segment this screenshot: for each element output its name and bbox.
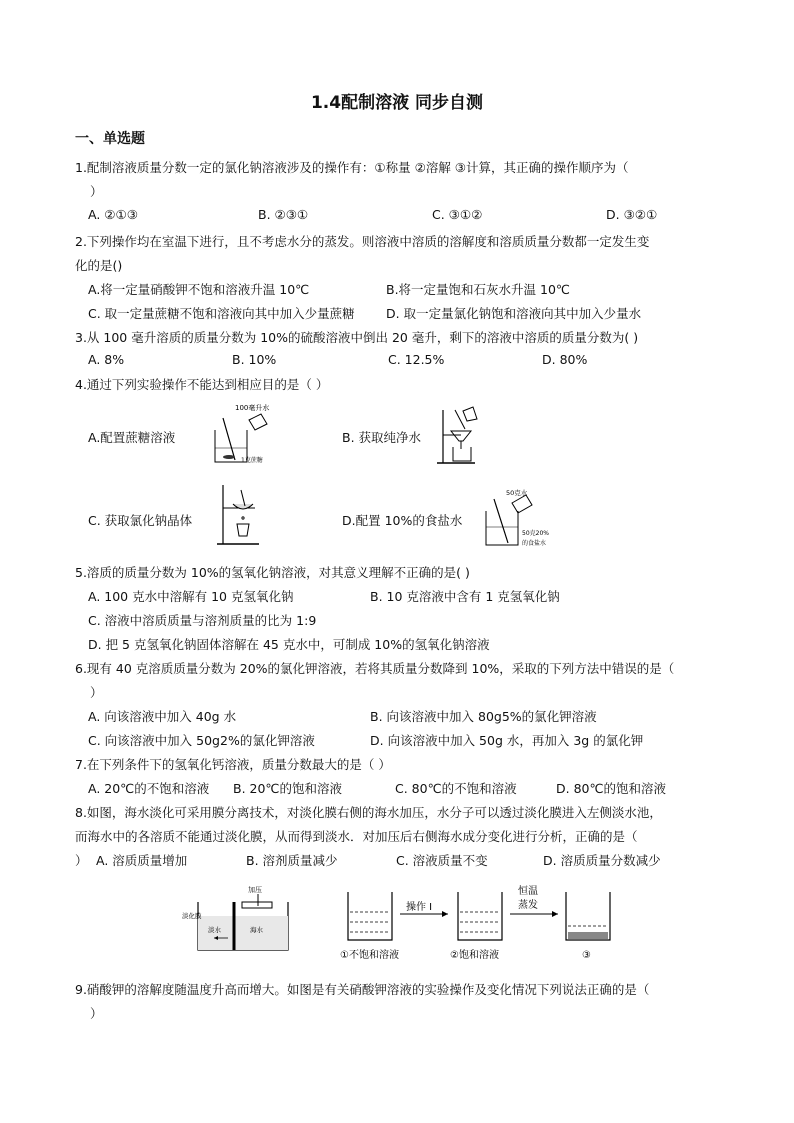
figure-label-saturated: ②饱和溶液: [450, 950, 499, 961]
question-6-option-d: D. 向该溶液中加入 50g 水，再加入 3g 的氯化钾: [370, 733, 644, 748]
figure-label-membrane: 淡化膜: [182, 912, 202, 920]
question-2-option-a: A.将一定量硝酸钾不饱和溶液升温 10℃: [88, 282, 310, 297]
question-2-option-d: D. 取一定量氯化钠饱和溶液向其中加入少量水: [386, 306, 642, 321]
question-7-option-b: B. 20℃的饱和溶液: [233, 781, 342, 796]
figure-label-unsaturated: ①不饱和溶液: [340, 950, 399, 961]
question-9-stem: 9.硝酸钾的溶解度随温度升高而增大。如图是有关硝酸钾溶液的实验操作及变化情况下列说法正确的是（: [75, 982, 650, 997]
question-4-option-a: A.配置蔗糖溶液: [88, 430, 176, 445]
question-7-option-c: C. 80℃的不饱和溶液: [395, 781, 517, 796]
figure-evaporation: [215, 480, 275, 550]
question-1-stem: 1.配制溶液质量分数一定的氯化钠溶液涉及的操作有：①称量 ②溶解 ③计算，其正确的操作顺序为（: [75, 160, 629, 175]
figure-label-sea-water: 海水: [250, 926, 263, 934]
question-4-option-d: D.配置 10%的食盐水: [342, 513, 463, 528]
question-8-option-b: B. 溶剂质量减少: [246, 853, 338, 868]
question-6-option-c: C. 向该溶液中加入 50g2%的氯化钾溶液: [88, 733, 315, 748]
question-8-stem-line3: ）: [75, 853, 88, 868]
question-2-option-b: B.将一定量饱和石灰水升温 10℃: [386, 282, 570, 297]
figure-desalination-tank: [180, 880, 290, 960]
question-8-stem: 8.如图，海水淡化可采用膜分离技术，对淡化膜右侧的海水加压，水分子可以透过淡化膜进入左侧淡水池，: [75, 805, 662, 820]
question-3-option-a: A. 8%: [88, 352, 125, 367]
section-heading: 一、单选题: [75, 131, 145, 147]
question-1-stem-end: ）: [90, 184, 103, 199]
question-1-option-b: B. ②③①: [258, 207, 309, 222]
question-2-stem: 2.下列操作均在室温下进行，且不考虑水分的蒸发。则溶液中溶质的溶解度和溶质质量分数都一定发生变: [75, 234, 650, 249]
figure-label-beaker-3: ③: [582, 950, 591, 961]
question-8-option-d: D. 溶质质量分数减少: [543, 853, 661, 868]
figure-label-constant-temp: 恒温: [518, 886, 538, 897]
question-5-option-a: A. 100 克水中溶解有 10 克氢氧化钠: [88, 589, 294, 604]
question-1-option-d: D. ③②①: [606, 207, 658, 222]
figure-label-50g-20pct: 50克20%: [522, 530, 549, 537]
question-2-option-c: C. 取一定量蔗糖不饱和溶液向其中加入少量蔗糖: [88, 306, 355, 321]
question-4-option-b: B. 获取纯净水: [342, 430, 422, 445]
question-8-option-c: C. 溶液质量不变: [396, 853, 488, 868]
question-8-option-a: A. 溶质质量增加: [96, 853, 188, 868]
figure-label-1g-sugar: 1克蔗糖: [241, 457, 263, 464]
question-4-stem: 4.通过下列实验操作不能达到相应目的是（ ）: [75, 377, 329, 392]
figure-sugar-solution: [205, 400, 275, 468]
question-9-stem-end: ）: [90, 1006, 103, 1021]
question-5-option-c: C. 溶液中溶质质量与溶剂质量的比为 1:9: [88, 613, 317, 628]
question-5-option-d: D. 把 5 克氢氧化钠固体溶解在 45 克水中，可制成 10%的氢氧化钠溶液: [88, 637, 490, 652]
question-7-option-d: D. 80℃的饱和溶液: [556, 781, 667, 796]
question-7-stem: 7.在下列条件下的氢氧化钙溶液，质量分数最大的是（ ）: [75, 757, 391, 772]
question-5-option-b: B. 10 克溶液中含有 1 克氢氧化钠: [370, 589, 560, 604]
question-6-option-b: B. 向该溶液中加入 80g5%的氯化钾溶液: [370, 709, 597, 724]
figure-label-salt-water: 的食盐水: [522, 540, 547, 547]
figure-label-pressure: 加压: [248, 886, 262, 894]
figure-filtration: [435, 405, 490, 467]
question-6-option-a: A. 向该溶液中加入 40g 水: [88, 709, 237, 724]
question-3-option-b: B. 10%: [232, 352, 277, 367]
figure-label-50g-water: 50克水: [506, 489, 528, 497]
page-title: 1.4配制溶液 同步自测: [310, 93, 484, 113]
question-3-option-c: C. 12.5%: [388, 352, 445, 367]
question-4-option-c: C. 获取氯化钠晶体: [88, 513, 193, 528]
question-1-option-c: C. ③①②: [432, 207, 483, 222]
question-7-option-a: A. 20℃的不饱和溶液: [88, 781, 210, 796]
figure-label-100ml-water: 100毫升水: [235, 404, 270, 412]
question-2-stem-line2: 化的是(): [75, 258, 123, 273]
question-3-stem: 3.从 100 毫升溶质的质量分数为 10%的硫酸溶液中倒出 20 毫升，剩下的溶液中溶质的质量分数为( ): [75, 330, 639, 345]
figure-label-fresh-water: 淡水: [208, 926, 221, 934]
question-3-option-d: D. 80%: [542, 352, 588, 367]
question-1-option-a: A. ②①③: [88, 207, 138, 222]
figure-beaker-sequence: [340, 882, 630, 962]
question-5-stem: 5.溶质的质量分数为 10%的氢氧化钠溶液，对其意义理解不正确的是( ): [75, 565, 470, 580]
figure-label-evaporate: 蒸发: [518, 900, 538, 911]
question-6-stem: 6.现有 40 克溶质质量分数为 20%的氯化钾溶液，若将其质量分数降到 10%，采取的下列方法中错误的是（: [75, 661, 675, 676]
figure-label-operation-1: 操作 I: [406, 902, 433, 913]
question-8-stem-line2: 而海水中的各溶质不能通过淡化膜，从而得到淡水．对加压后右侧海水成分变化进行分析，正确的是（: [75, 829, 638, 844]
figure-salt-water: [478, 485, 558, 553]
question-6-stem-end: ）: [90, 685, 103, 700]
